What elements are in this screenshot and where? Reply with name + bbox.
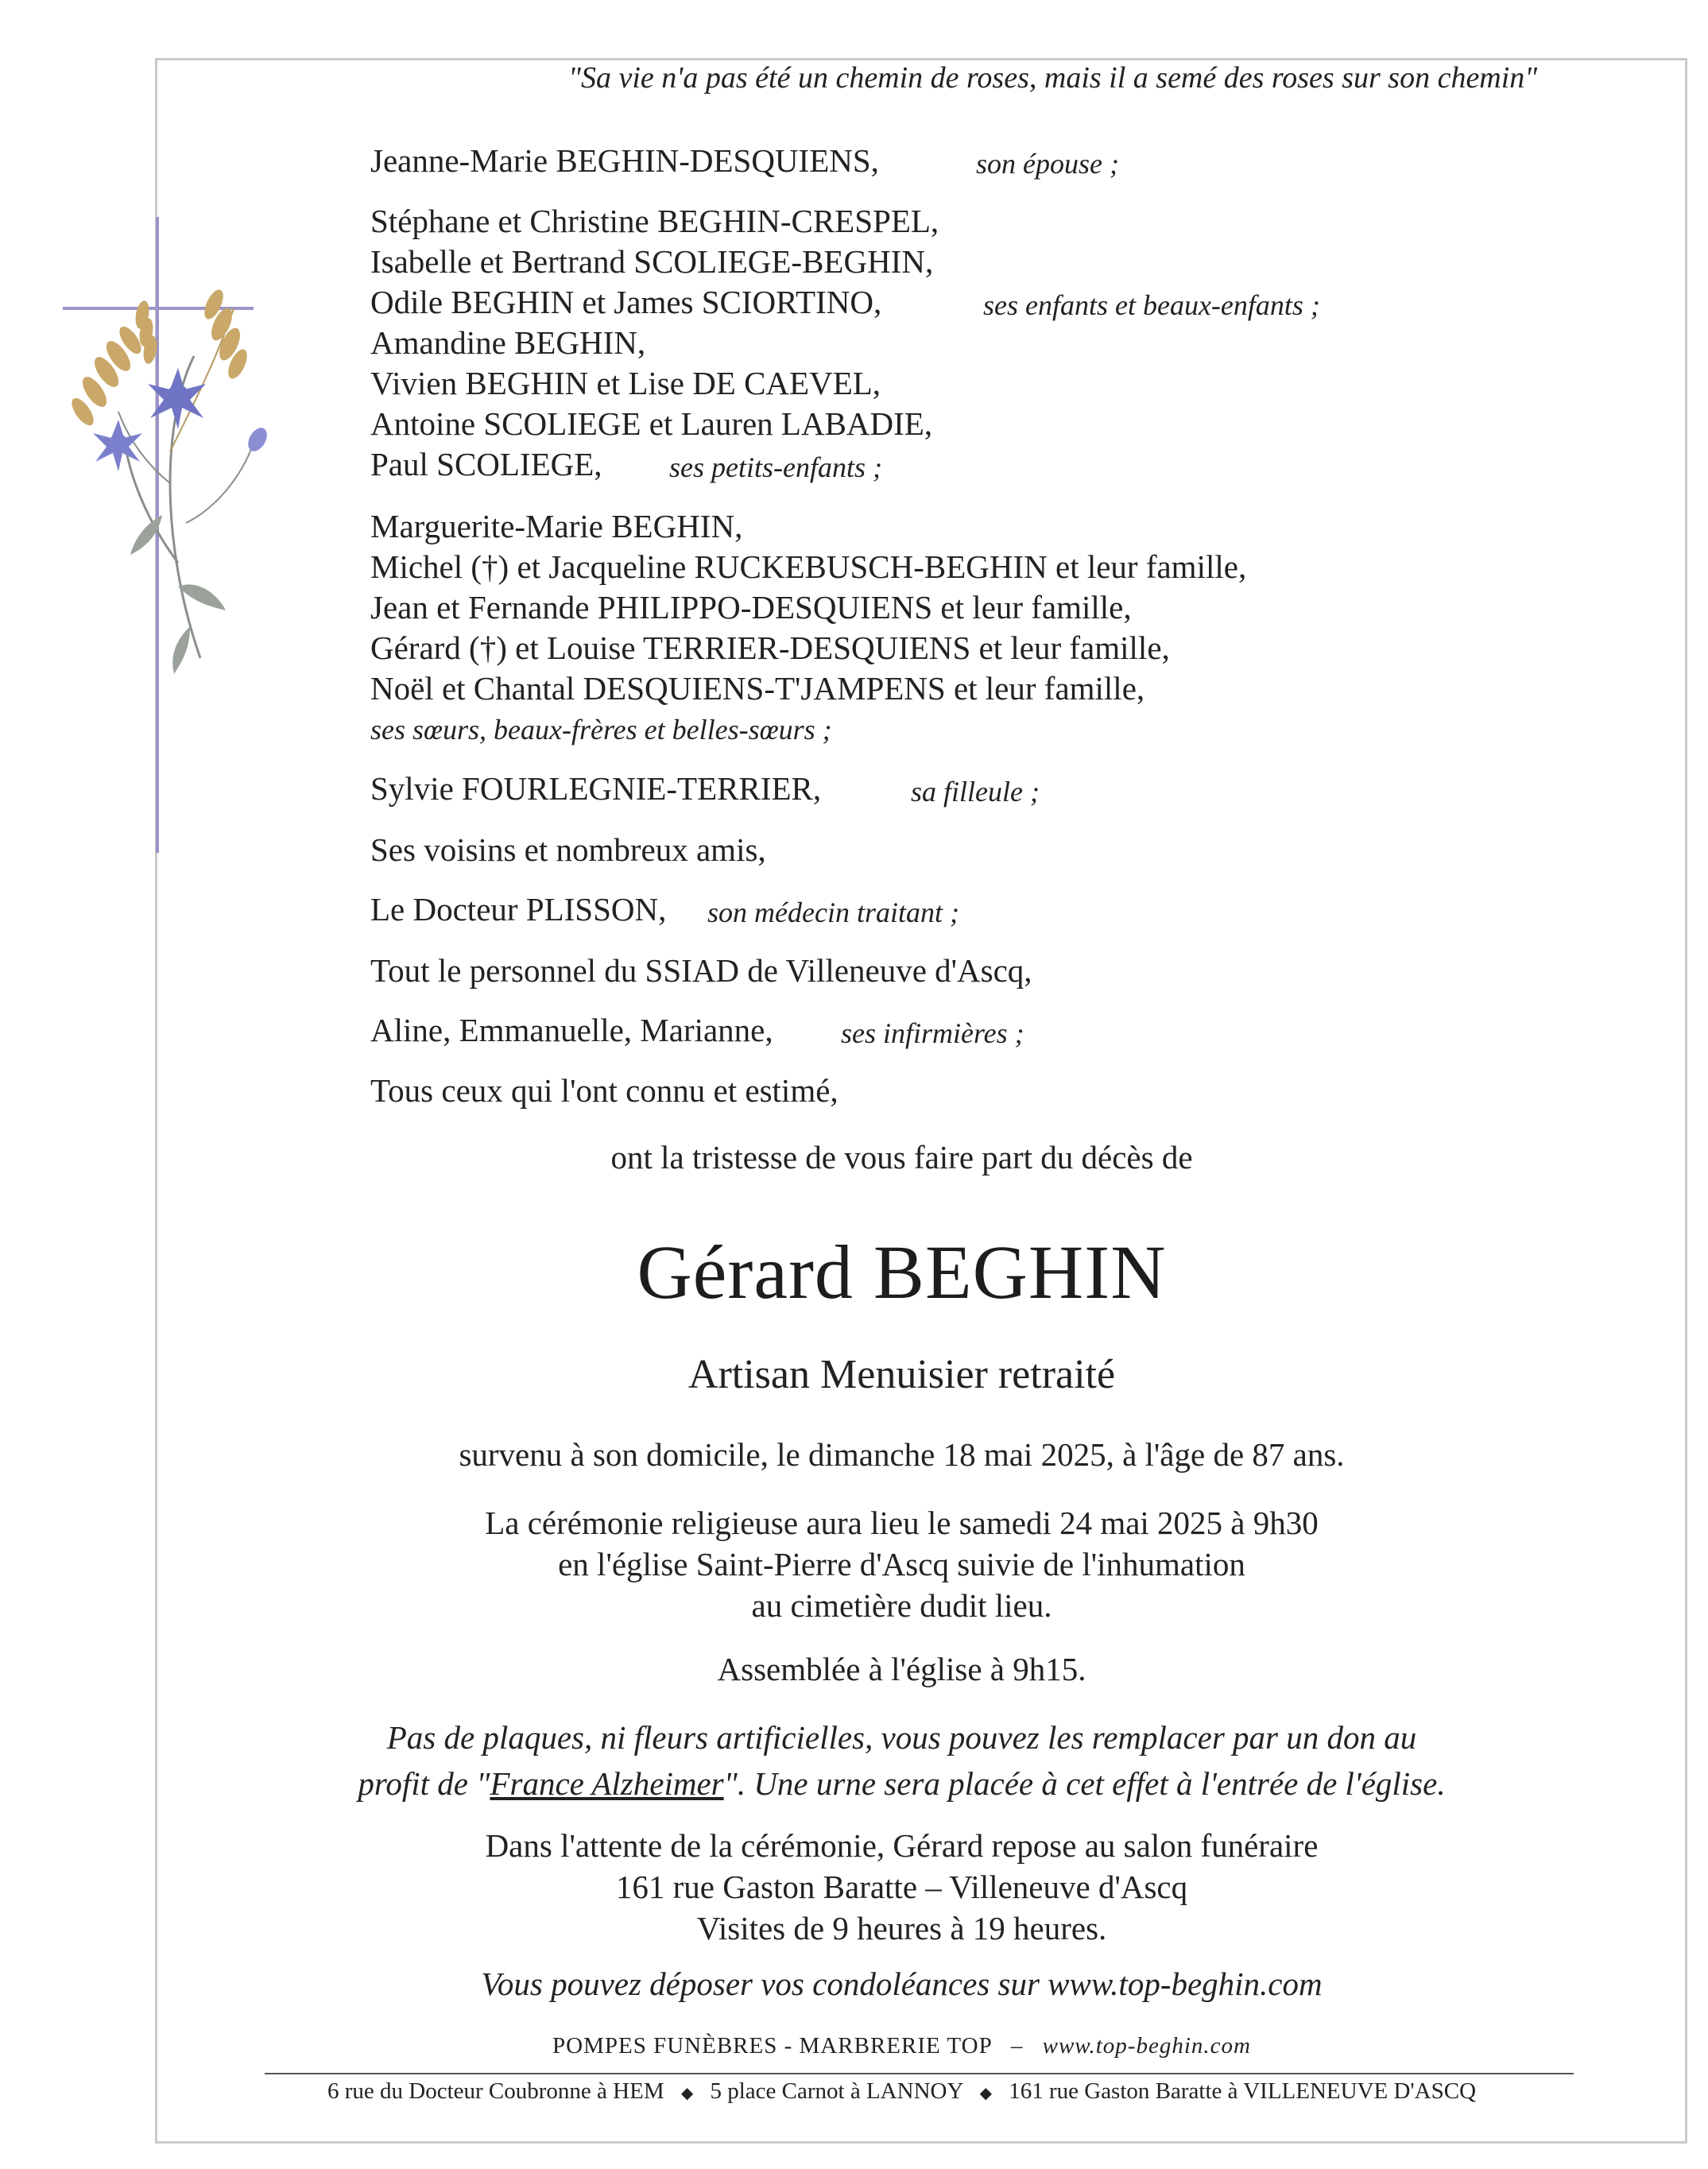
family-member-name: Vivien BEGHIN et Lise DE CAEVEL, <box>370 365 881 401</box>
relationship-label: ses enfants et beaux-enfants ; <box>983 289 1320 321</box>
relationship-label: ses sœurs, beaux-frères et belles-sœurs ; <box>370 714 832 746</box>
family-member-name: Sylvie FOURLEGNIE-TERRIER, <box>370 770 822 807</box>
funeral-home-line: Dans l'attente de la cérémonie, Gérard repose au salon funéraire <box>485 1827 1319 1864</box>
family-member-name: Marguerite-Marie BEGHIN, <box>370 508 743 544</box>
family-member-name: Aline, Emmanuelle, Marianne, <box>370 1012 773 1048</box>
company-name: POMPES FUNÈBRES - MARBRERIE TOP <box>552 2033 992 2059</box>
donation-text: profit de " <box>358 1765 490 1802</box>
epitaph-quote: "Sa vie n'a pas été un chemin de roses, mais il a semé des roses sur son chemin" <box>568 61 1538 95</box>
ceremony-line: en l'église Saint-Pierre d'Ascq suivie de l'inhumation <box>558 1546 1245 1582</box>
address-hem: 6 rue du Docteur Coubronne à HEM <box>327 2078 664 2104</box>
family-member-name: Noël et Chantal DESQUIENS-T'JAMPENS et leur famille, <box>370 670 1145 707</box>
funeral-home-line: Visites de 9 heures à 19 heures. <box>696 1910 1107 1946</box>
deceased-profession: Artisan Menuisier retraité <box>687 1352 1116 1397</box>
separator-diamond: ◆ <box>680 2085 694 2102</box>
announcement-text: ont la tristesse de vous faire part du décès de <box>610 1139 1193 1176</box>
footer-dash: – <box>1010 2033 1024 2059</box>
cornflower-bud <box>244 424 270 455</box>
separator-diamond: ◆ <box>979 2085 992 2102</box>
family-member-name: Gérard (†) et Louise TERRIER-DESQUIENS et leur famille, <box>370 629 1170 666</box>
donation-text: ". Une urne sera placée à cet effet à l'entrée de l'église. <box>723 1765 1446 1802</box>
relationship-label: ses infirmières ; <box>841 1017 1024 1049</box>
family-member-name: Tout le personnel du SSIAD de Villeneuve d'Ascq, <box>370 952 1032 989</box>
relationship-label: son épouse ; <box>976 148 1119 180</box>
ceremony-line: au cimetière dudit lieu. <box>751 1587 1052 1624</box>
wheat-ear <box>200 287 250 382</box>
family-member-name: Antoine SCOLIEGE et Lauren LABADIE, <box>370 405 933 442</box>
donation-notice-line2 <box>48 1763 1708 1804</box>
family-member-name: Jean et Fernande PHILIPPO-DESQUIENS et leur famille, <box>370 589 1132 626</box>
family-member-name: Ses voisins et nombreux amis, <box>370 831 766 868</box>
deceased-name: Gérard BEGHIN <box>637 1230 1167 1315</box>
family-member-name: Amandine BEGHIN, <box>370 324 646 361</box>
family-member-name: Stéphane et Christine BEGHIN-CRESPEL, <box>370 203 939 239</box>
funeral-home-line: 161 rue Gaston Baratte – Villeneuve d'Ascq <box>615 1869 1188 1905</box>
wheat-ear <box>68 323 145 428</box>
stem <box>186 443 254 523</box>
relationship-label: sa filleule ; <box>911 776 1040 808</box>
death-details: survenu à son domicile, le dimanche 18 mai 2025, à l'âge de 87 ans. <box>459 1436 1345 1473</box>
family-member-name: Michel (†) et Jacqueline RUCKEBUSCH-BEGHIN et leur famille, <box>370 548 1247 585</box>
cross-flower-illustration <box>59 213 297 865</box>
charity-name: France Alzheimer <box>490 1765 724 1802</box>
family-member-name: Jeanne-Marie BEGHIN-DESQUIENS, <box>370 142 879 179</box>
family-member-name: Le Docteur PLISSON, <box>370 891 667 928</box>
ceremony-line: La cérémonie religieuse aura lieu le samedi 24 mai 2025 à 9h30 <box>485 1505 1319 1541</box>
family-member-name: Isabelle et Bertrand SCOLIEGE-BEGHIN, <box>370 243 934 280</box>
condolences-notice: Vous pouvez déposer vos condoléances sur www.top-beghin.com <box>481 1966 1323 2002</box>
footer-addresses <box>48 2078 1708 2105</box>
family-member-name: Odile BEGHIN et James SCIORTINO, <box>370 284 882 320</box>
family-member-name: Paul SCOLIEGE, <box>370 446 602 482</box>
assembly-time: Assemblée à l'église à 9h15. <box>717 1651 1086 1687</box>
leaf <box>172 626 190 674</box>
footer-company-line <box>48 2033 1708 2059</box>
address-lannoy: 5 place Carnot à LANNOY <box>710 2078 963 2104</box>
address-villeneuve: 161 rue Gaston Baratte à VILLENEUVE D'ASCQ <box>1009 2078 1477 2104</box>
relationship-label: son médecin traitant ; <box>707 897 959 928</box>
family-member-name: Tous ceux qui l'ont connu et estimé, <box>370 1072 839 1109</box>
relationship-label: ses petits-enfants ; <box>669 451 882 483</box>
donation-notice-line1: Pas de plaques, ni fleurs artificielles, vous pouvez les remplacer par un don au <box>386 1719 1417 1756</box>
company-website: www.top-beghin.com <box>1042 2033 1251 2059</box>
footer-rule <box>265 2073 1574 2074</box>
